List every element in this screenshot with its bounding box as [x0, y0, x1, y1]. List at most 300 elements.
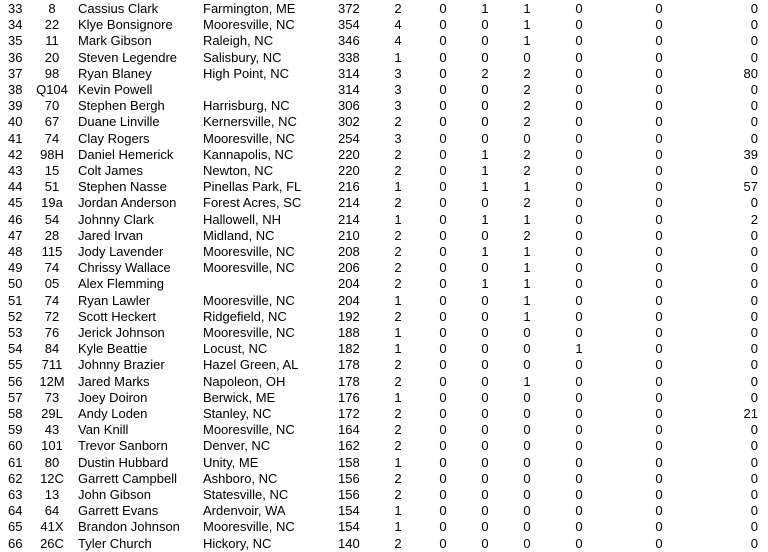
stat-2-cell: 0: [439, 195, 447, 211]
points-cell: 254: [338, 130, 360, 146]
points-cell: 156: [338, 487, 360, 502]
stat-1-cell: 3: [394, 65, 402, 81]
stat-7-cell: 2: [750, 211, 758, 227]
points-cell: 206: [338, 260, 360, 276]
stat-7-cell: 0: [750, 130, 758, 146]
stat-5-cell: 0: [575, 195, 583, 211]
hometown-cell: [203, 276, 333, 292]
stat-1-cell: 2: [394, 227, 402, 243]
driver-name-cell: Andy Loden: [78, 406, 148, 421]
stat-1-cell: 1: [394, 454, 402, 470]
stat-3-cell: 0: [481, 503, 489, 519]
stat-1-cell: 2: [394, 438, 402, 454]
stat-1-cell: 2: [394, 535, 402, 551]
stat-7-cell: 0: [750, 17, 758, 33]
stat-4-cell: 1: [523, 179, 531, 195]
car-number-cell: 72: [44, 308, 60, 324]
rank-cell: 34: [8, 17, 23, 33]
stat-3-cell: 0: [481, 454, 489, 470]
points-cell: 346: [338, 33, 360, 49]
stat-4-cell: 2: [523, 195, 531, 211]
table-row: [0, 244, 768, 260]
points-cell: 188: [338, 325, 360, 340]
car-number-cell: 28: [44, 227, 60, 243]
points-cell: 172: [338, 406, 360, 421]
stat-3-cell: 0: [481, 422, 489, 438]
rank-cell: 37: [8, 65, 23, 81]
stat-6-cell: 0: [655, 82, 663, 97]
stat-7-cell: 0: [750, 1, 758, 16]
car-number-cell: 12M: [39, 373, 65, 389]
points-cell: 208: [338, 244, 360, 259]
points-cell: 176: [338, 389, 360, 405]
stat-1-cell: 1: [394, 179, 402, 195]
rank-cell: 55: [8, 357, 23, 373]
rank-cell: 52: [8, 308, 23, 324]
stat-5-cell: 0: [575, 17, 583, 33]
car-number-cell: 711: [41, 357, 63, 373]
car-number-cell: 22: [44, 17, 60, 33]
car-number-cell: 67: [44, 114, 60, 130]
points-cell: 154: [338, 503, 360, 519]
stat-7-cell: 0: [750, 422, 758, 438]
rank-cell: 62: [8, 470, 23, 486]
driver-name-cell: Kevin Powell: [78, 82, 153, 97]
stat-6-cell: 0: [655, 227, 663, 243]
stat-7-cell: 21: [743, 406, 758, 421]
stat-2-cell: 0: [439, 535, 447, 551]
stat-3-cell: 1: [481, 179, 489, 195]
stat-6-cell: 0: [655, 503, 663, 519]
stat-4-cell: 1: [523, 1, 531, 16]
table-row: [0, 131, 768, 147]
rank-cell: 42: [8, 146, 23, 162]
hometown-cell: Unity, ME: [203, 454, 259, 470]
rank-cell: 59: [8, 422, 23, 438]
stat-4-cell: 0: [523, 438, 531, 454]
points-cell: 178: [338, 357, 360, 373]
stat-4-cell: 2: [523, 114, 531, 130]
points-cell: 140: [338, 535, 360, 551]
rank-cell: 57: [8, 389, 23, 405]
stat-6-cell: 0: [655, 470, 663, 486]
rank-cell: 53: [8, 325, 23, 340]
table-row: [0, 179, 768, 195]
stat-7-cell: 0: [750, 341, 758, 357]
stat-3-cell: 1: [481, 276, 489, 292]
stat-6-cell: 0: [655, 17, 663, 33]
table-row: [0, 519, 768, 535]
stat-6-cell: 0: [655, 535, 663, 551]
hometown-cell: Forest Acres, SC: [203, 195, 302, 211]
driver-name-cell: Johnny Brazier: [78, 357, 165, 373]
hometown-cell: Harrisburg, NC: [203, 98, 290, 114]
stat-5-cell: 0: [575, 49, 583, 65]
stat-2-cell: 0: [439, 33, 447, 49]
table-row: [0, 228, 768, 244]
points-cell: 178: [338, 373, 360, 389]
points-cell: 192: [338, 308, 360, 324]
hometown-cell: Kannapolis, NC: [203, 146, 294, 162]
stat-5-cell: 0: [575, 276, 583, 292]
rank-cell: 61: [8, 454, 23, 470]
stat-5-cell: 0: [575, 454, 583, 470]
stat-7-cell: 0: [750, 325, 758, 340]
car-number-cell: 115: [41, 244, 63, 259]
stat-5-cell: 0: [575, 98, 583, 114]
stat-1-cell: 1: [394, 341, 402, 357]
car-number-cell: 05: [44, 276, 60, 292]
driver-name-cell: Stephen Nasse: [78, 179, 167, 195]
stat-3-cell: 0: [481, 49, 489, 65]
driver-name-cell: Johnny Clark: [78, 211, 154, 227]
points-cell: 164: [338, 422, 360, 438]
stat-7-cell: 0: [750, 49, 758, 65]
stat-3-cell: 2: [481, 65, 489, 81]
points-cell: 338: [338, 49, 360, 65]
stat-5-cell: 0: [575, 244, 583, 259]
stat-4-cell: 0: [523, 487, 531, 502]
table-row: [0, 536, 768, 552]
rank-cell: 60: [8, 438, 23, 454]
points-cell: 204: [338, 276, 360, 292]
hometown-cell: Pinellas Park, FL: [203, 179, 302, 195]
stat-7-cell: 0: [750, 33, 758, 49]
points-cell: 306: [338, 98, 360, 114]
stat-4-cell: 0: [523, 357, 531, 373]
stat-6-cell: 0: [655, 146, 663, 162]
car-number-cell: 74: [44, 130, 60, 146]
stat-1-cell: 2: [394, 276, 402, 292]
stat-7-cell: 0: [750, 503, 758, 519]
car-number-cell: 43: [44, 422, 60, 438]
stat-1-cell: 1: [394, 503, 402, 519]
stat-5-cell: 0: [575, 163, 583, 178]
points-cell: 162: [338, 438, 360, 454]
stat-7-cell: 0: [750, 535, 758, 551]
table-row: [0, 195, 768, 211]
stat-6-cell: 0: [655, 422, 663, 438]
stat-5-cell: 0: [575, 65, 583, 81]
stat-2-cell: 0: [439, 130, 447, 146]
driver-name-cell: Jared Irvan: [78, 227, 144, 243]
stat-2-cell: 0: [439, 227, 447, 243]
stat-7-cell: 0: [750, 470, 758, 486]
points-cell: 156: [338, 470, 360, 486]
stat-6-cell: 0: [655, 260, 663, 276]
stat-4-cell: 0: [523, 130, 531, 146]
rank-cell: 36: [8, 49, 23, 65]
stat-4-cell: 1: [523, 292, 531, 308]
car-number-cell: 12C: [40, 470, 64, 486]
hometown-cell: Newton, NC: [203, 163, 274, 178]
table-row: [0, 147, 768, 163]
points-cell: 372: [338, 1, 360, 16]
stat-7-cell: 0: [750, 276, 758, 292]
car-number-cell: 29L: [41, 406, 63, 421]
table-row: [0, 471, 768, 487]
stat-7-cell: 0: [750, 292, 758, 308]
stat-2-cell: 0: [439, 470, 447, 486]
driver-name-cell: Trevor Sanborn: [78, 438, 168, 454]
car-number-cell: 13: [44, 487, 60, 502]
stat-5-cell: 0: [575, 422, 583, 438]
stat-6-cell: 0: [655, 211, 663, 227]
stat-4-cell: 0: [523, 519, 531, 535]
stat-5-cell: 0: [575, 260, 583, 276]
stat-6-cell: 0: [655, 389, 663, 405]
stat-4-cell: 2: [523, 98, 531, 114]
driver-name-cell: Jordan Anderson: [78, 195, 177, 211]
table-row: [0, 374, 768, 390]
hometown-cell: Ashboro, NC: [203, 470, 278, 486]
table-row: [0, 503, 768, 519]
driver-name-cell: Van Knill: [78, 422, 129, 438]
table-row: [0, 212, 768, 228]
table-row: [0, 325, 768, 341]
hometown-cell: Ridgefield, NC: [203, 308, 287, 324]
stat-1-cell: 2: [394, 422, 402, 438]
car-number-cell: 70: [44, 98, 60, 114]
stat-3-cell: 0: [481, 406, 489, 421]
stat-3-cell: 0: [481, 33, 489, 49]
stat-2-cell: 0: [439, 244, 447, 259]
stat-7-cell: 0: [750, 163, 758, 178]
car-number-cell: 98H: [40, 146, 64, 162]
driver-name-cell: Tyler Church: [78, 535, 152, 551]
table-row: [0, 438, 768, 454]
stat-1-cell: 2: [394, 163, 402, 178]
stat-3-cell: 0: [481, 341, 489, 357]
stat-6-cell: 0: [655, 519, 663, 535]
hometown-cell: Mooresville, NC: [203, 130, 295, 146]
points-cell: 220: [338, 146, 360, 162]
stat-1-cell: 1: [394, 292, 402, 308]
stat-1-cell: 2: [394, 308, 402, 324]
stat-5-cell: 0: [575, 357, 583, 373]
stat-4-cell: 0: [523, 341, 531, 357]
stat-2-cell: 0: [439, 454, 447, 470]
car-number-cell: 15: [44, 163, 60, 178]
stat-7-cell: 0: [750, 195, 758, 211]
points-cell: 314: [338, 65, 360, 81]
stat-5-cell: 0: [575, 325, 583, 340]
stat-5-cell: 0: [575, 470, 583, 486]
stat-1-cell: 3: [394, 82, 402, 97]
stat-4-cell: 2: [523, 82, 531, 97]
stat-1-cell: 1: [394, 211, 402, 227]
car-number-cell: 8: [48, 1, 56, 16]
stat-4-cell: 2: [523, 227, 531, 243]
points-cell: 182: [338, 341, 360, 357]
stat-2-cell: 0: [439, 406, 447, 421]
stat-2-cell: 0: [439, 17, 447, 33]
stat-6-cell: 0: [655, 357, 663, 373]
table-row: [0, 98, 768, 114]
stat-1-cell: 1: [394, 325, 402, 340]
stat-7-cell: 80: [743, 65, 758, 81]
points-cell: 216: [338, 179, 360, 195]
stat-6-cell: 0: [655, 325, 663, 340]
table-row: [0, 33, 768, 49]
stat-7-cell: 0: [750, 454, 758, 470]
table-row: [0, 455, 768, 471]
stat-1-cell: 3: [394, 98, 402, 114]
hometown-cell: High Point, NC: [203, 65, 289, 81]
stat-5-cell: 0: [575, 487, 583, 502]
stat-7-cell: 0: [750, 82, 758, 97]
driver-name-cell: Garrett Campbell: [78, 470, 177, 486]
stat-2-cell: 0: [439, 487, 447, 502]
hometown-cell: [203, 82, 333, 98]
table-row: [0, 422, 768, 438]
stat-4-cell: 1: [523, 244, 531, 259]
stat-2-cell: 0: [439, 49, 447, 65]
table-row: [0, 50, 768, 66]
stat-6-cell: 0: [655, 163, 663, 178]
rank-cell: 54: [8, 341, 23, 357]
hometown-cell: Farmington, ME: [203, 1, 296, 16]
points-cell: 214: [338, 195, 360, 211]
stat-6-cell: 0: [655, 179, 663, 195]
stat-7-cell: 0: [750, 373, 758, 389]
stat-2-cell: 0: [439, 65, 447, 81]
stat-4-cell: 0: [523, 49, 531, 65]
stat-4-cell: 0: [523, 454, 531, 470]
stat-7-cell: 0: [750, 357, 758, 373]
table-row: [0, 114, 768, 130]
hometown-cell: Kernersville, NC: [203, 114, 297, 130]
rank-cell: 44: [8, 179, 23, 195]
hometown-cell: Mooresville, NC: [203, 519, 295, 535]
rank-cell: 46: [8, 211, 23, 227]
stat-3-cell: 0: [481, 535, 489, 551]
stat-5-cell: 0: [575, 503, 583, 519]
points-cell: 220: [338, 163, 360, 178]
car-number-cell: 41X: [40, 519, 64, 535]
stat-6-cell: 0: [655, 438, 663, 454]
table-row: [0, 309, 768, 325]
stat-1-cell: 2: [394, 195, 402, 211]
stat-6-cell: 0: [655, 98, 663, 114]
stat-2-cell: 0: [439, 503, 447, 519]
stat-5-cell: 0: [575, 33, 583, 49]
stat-2-cell: 0: [439, 276, 447, 292]
points-cell: 302: [338, 114, 360, 130]
stat-6-cell: 0: [655, 454, 663, 470]
stat-7-cell: 0: [750, 98, 758, 114]
stat-5-cell: 0: [575, 1, 583, 16]
car-number-cell: 84: [44, 341, 60, 357]
stat-4-cell: 1: [523, 211, 531, 227]
stat-1-cell: 1: [394, 389, 402, 405]
stat-2-cell: 0: [439, 82, 447, 97]
stat-5-cell: 0: [575, 130, 583, 146]
points-cell: 214: [338, 211, 360, 227]
stat-5-cell: 0: [575, 406, 583, 421]
rank-cell: 65: [8, 519, 23, 535]
stat-5-cell: 0: [575, 227, 583, 243]
stat-6-cell: 0: [655, 33, 663, 49]
hometown-cell: Berwick, ME: [203, 389, 276, 405]
driver-name-cell: Colt James: [78, 163, 144, 178]
stat-5-cell: 0: [575, 211, 583, 227]
car-number-cell: 11: [45, 33, 59, 49]
car-number-cell: 26C: [40, 535, 64, 551]
hometown-cell: Raleigh, NC: [203, 33, 274, 49]
hometown-cell: Ardenvoir, WA: [203, 503, 286, 519]
stat-7-cell: 0: [750, 519, 758, 535]
stat-4-cell: 0: [523, 422, 531, 438]
rank-cell: 41: [8, 130, 23, 146]
stat-4-cell: 2: [523, 146, 531, 162]
stat-2-cell: 0: [439, 373, 447, 389]
car-number-cell: 51: [44, 179, 60, 195]
stat-2-cell: 0: [439, 357, 447, 373]
table-row: [0, 66, 768, 82]
stat-3-cell: 0: [481, 114, 489, 130]
stat-3-cell: 0: [481, 308, 489, 324]
driver-name-cell: Garrett Evans: [78, 503, 159, 519]
driver-name-cell: Chrissy Wallace: [78, 260, 171, 276]
stat-6-cell: 0: [655, 341, 663, 357]
points-cell: 354: [338, 17, 360, 33]
stat-2-cell: 0: [439, 438, 447, 454]
stat-5-cell: 0: [575, 179, 583, 195]
stat-3-cell: 0: [481, 98, 489, 114]
hometown-cell: Mooresville, NC: [203, 260, 295, 276]
stat-2-cell: 0: [439, 292, 447, 308]
points-cell: 158: [338, 454, 360, 470]
driver-name-cell: Ryan Blaney: [78, 65, 152, 81]
driver-name-cell: Kyle Beattie: [78, 341, 148, 357]
stat-3-cell: 0: [481, 373, 489, 389]
stat-1-cell: 1: [394, 519, 402, 535]
stat-4-cell: 1: [523, 373, 531, 389]
driver-name-cell: Brandon Johnson: [78, 519, 180, 535]
hometown-cell: Hallowell, NH: [203, 211, 282, 227]
driver-name-cell: Jerick Johnson: [78, 325, 165, 340]
car-number-cell: 74: [44, 260, 60, 276]
stat-1-cell: 3: [394, 130, 402, 146]
stat-7-cell: 0: [750, 244, 758, 259]
car-number-cell: 64: [44, 503, 60, 519]
stat-1-cell: 2: [394, 487, 402, 502]
table-row: [0, 260, 768, 276]
table-row: [0, 390, 768, 406]
table-row: [0, 406, 768, 422]
stat-4-cell: 2: [523, 65, 531, 81]
stat-2-cell: 0: [439, 1, 447, 16]
stat-6-cell: 0: [655, 276, 663, 292]
stat-2-cell: 0: [439, 422, 447, 438]
stat-7-cell: 0: [750, 438, 758, 454]
stat-3-cell: 0: [481, 195, 489, 211]
rank-cell: 47: [8, 227, 23, 243]
car-number-cell: 20: [44, 49, 60, 65]
hometown-cell: Salisbury, NC: [203, 49, 282, 65]
stat-6-cell: 0: [655, 308, 663, 324]
stat-1-cell: 2: [394, 260, 402, 276]
stat-5-cell: 1: [575, 341, 583, 357]
stat-3-cell: 0: [481, 260, 489, 276]
stat-5-cell: 0: [575, 146, 583, 162]
stat-2-cell: 0: [439, 260, 447, 276]
driver-name-cell: John Gibson: [78, 487, 151, 502]
stat-4-cell: 0: [523, 389, 531, 405]
car-number-cell: 73: [44, 389, 60, 405]
points-cell: 154: [338, 519, 360, 535]
